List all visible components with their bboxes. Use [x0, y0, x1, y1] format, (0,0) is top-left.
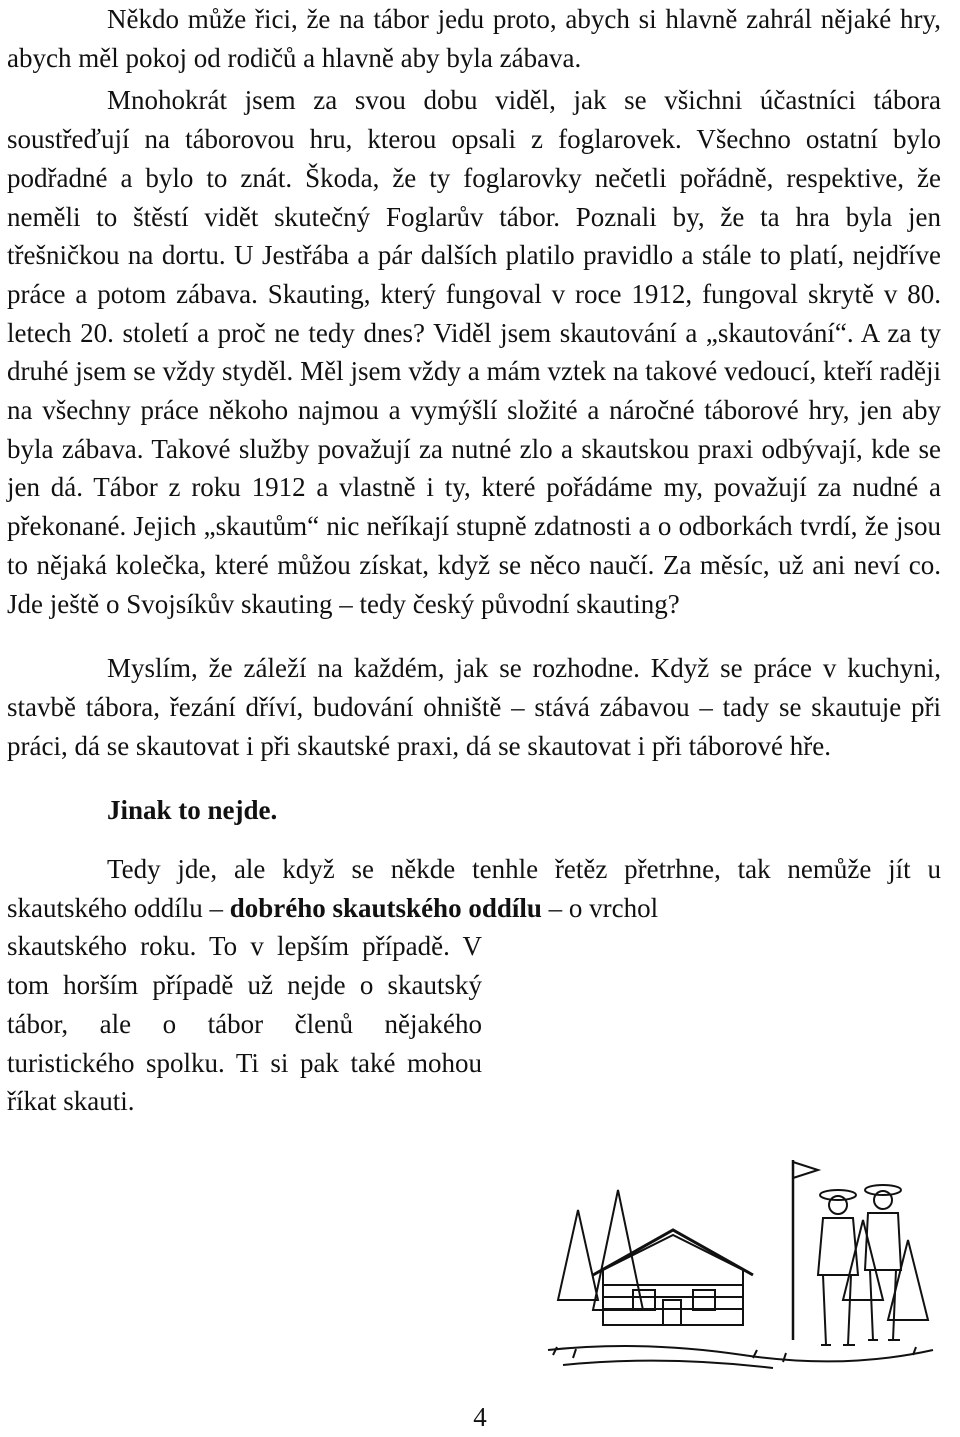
paragraph-4-tail: skautského roku. To v lepším případě. V tom horším případě už nejde o skautský tábor, ale o tábor členů nějakého turistického spolku. Ti si pak také mohou říkat skauti. — [7, 931, 482, 1117]
paragraph-1: Někdo může řici, že na tábor jedu proto, abych si hlavně zahrál nějaké hry, abych měl pokoj od rodičů a hlavně aby byla zábava. — [7, 4, 941, 73]
paragraph-4-part-2: – o vrchol — [541, 892, 659, 923]
paragraph-4 — [7, 850, 941, 927]
paragraph-4-bold: dobrého skautského oddílu — [229, 892, 542, 923]
document-page — [7, 0, 941, 1121]
scout-camp-illustration — [543, 1150, 935, 1375]
paragraph-4-part-1: Tedy jde, ale když se někde tenhle řetěz přetrhne, tak nemůže jít u skautského oddílu – — [7, 854, 941, 923]
page-number: 4 — [473, 1402, 487, 1432]
paragraph-3: Myslím, že záleží na každém, jak se rozhodne. Když se práce v kuchyni, stavbě tábora, řezání dříví, budování ohniště – stává zábavou – tady se skautuje při práci, dá se skautovat i při skautské praxi, dá se skautovat i při táborové hře. — [7, 653, 941, 761]
section-heading: Jinak to nejde. — [107, 795, 278, 826]
paragraph-2: Mnohokrát jsem za svou dobu viděl, jak se všichni účastníci tábora soustřeďují na táborovou hru, kterou opsali z foglarovek. Všechno ostatní bylo podřadné a bylo to znát. Škoda, že ty foglarovky nečetli pořádně, respektive, že neměli to štěstí vidět skutečný Foglarův tábor. Poznali by, že ta hra byla jen třešničkou na dortu. U Jestřába a pár dalších platilo pravidlo a stále to platí, nejdříve práce a potom zábava. Skauting, který fungoval v roce 1912, fungoval skrytě v 80. letech 20. století a proč ne tedy dnes? Viděl jsem skautování a „skautování“. A za ty druhé jsem se vždy styděl. Měl jsem vždy a mám vztek na takové vedoucí, kteří raději na všechny práce někoho najmou a vymýšlí složité a náročné táborové hry, jen aby byla zábava. Takové služby považují za nutné zlo a skautskou praxi odbývají, kde se jen dá. Tábor z roku 1912 a vlastně i ty, které pořádáme my, považují za nudné a překonané. Jejich „skautům“ nic neříkají stupně zdatnosti a o odborkách tvrdí, že jsou to nějaká kolečka, které můžou získat, když se něco naučí. Za měsíc, už ani neví co. Jde ještě o Svojsíkův skauting – tedy český původní skauting? — [7, 85, 941, 619]
